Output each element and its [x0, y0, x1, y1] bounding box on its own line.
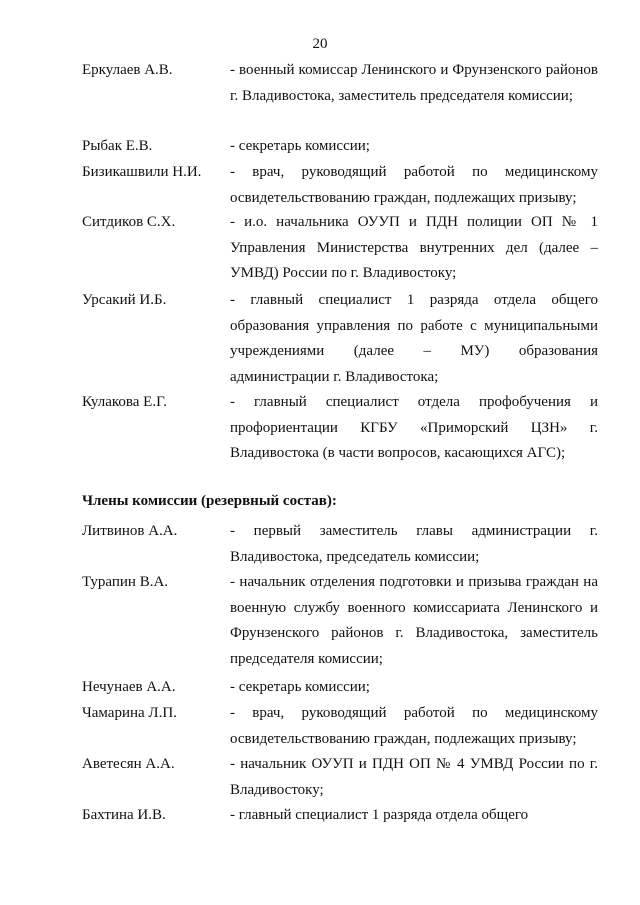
member-entry — [82, 752, 598, 803]
member-name: Турапин В.А. — [82, 574, 169, 590]
member-entry — [82, 160, 598, 211]
member-name: Урсакий И.Б. — [82, 292, 167, 308]
member-entry — [82, 288, 598, 390]
member-role: - главный специалист 1 разряда отдела общего образования управления по работе с муниципальными учреждениями (далее – МУ) образования администрации г. Владивостока; — [230, 292, 598, 385]
section-heading: Члены комиссии (резервный состав): — [82, 493, 337, 509]
member-name: Чамарина Л.П. — [82, 705, 177, 721]
member-entry — [82, 701, 598, 752]
member-role: - военный комиссар Ленинского и Фрунзенского районов г. Владивостока, заместитель председателя комиссии; — [230, 62, 598, 104]
member-name: Еркулаев А.В. — [82, 62, 173, 78]
member-name: Бахтина И.В. — [82, 807, 166, 823]
member-role: - главный специалист 1 разряда отдела общего — [230, 807, 529, 823]
member-role: - главный специалист отдела профобучения и профориентации КГБУ «Приморский ЦЗН» г. Владивостока (в части вопросов, касающихся АГС); — [230, 394, 598, 461]
member-role: - и.о. начальника ОУУП и ПДН полиции ОП № 1 Управления Министерства внутренних дел (далее – УМВД) России по г. Владивостоку; — [230, 214, 598, 281]
member-entry — [82, 390, 598, 467]
member-role: - секретарь комиссии; — [230, 138, 370, 154]
member-role: - секретарь комиссии; — [230, 679, 370, 695]
member-name: Ситдиков С.Х. — [82, 214, 176, 230]
member-entry — [82, 675, 598, 701]
member-entry — [82, 58, 598, 109]
member-entry — [82, 134, 598, 160]
member-entry — [82, 210, 598, 287]
member-role: - врач, руководящий работой по медицинскому освидетельствованию граждан, подлежащих призыву; — [230, 705, 598, 747]
member-entry — [82, 803, 598, 829]
member-role: - начальник отделения подготовки и призыва граждан на военную службу военного комиссариата Ленинского и Фрунзенского районов г. Владивостока, заместитель председателя комиссии; — [230, 574, 598, 667]
member-entry — [82, 519, 598, 570]
member-entry — [82, 570, 598, 672]
member-role: - начальник ОУУП и ПДН ОП № 4 УМВД России по г. Владивостоку; — [230, 756, 598, 798]
member-name: Бизикашвили Н.И. — [82, 164, 202, 180]
member-name: Аветесян А.А. — [82, 756, 175, 772]
member-role: - первый заместитель главы администрации г. Владивостока, председатель комиссии; — [230, 523, 598, 565]
page-number: 20 — [312, 36, 328, 52]
member-name: Литвинов А.А. — [82, 523, 178, 539]
member-name: Рыбак Е.В. — [82, 138, 153, 154]
member-name: Кулакова Е.Г. — [82, 394, 167, 410]
member-name: Нечунаев А.А. — [82, 679, 176, 695]
member-role: - врач, руководящий работой по медицинскому освидетельствованию граждан, подлежащих призыву; — [230, 164, 598, 206]
